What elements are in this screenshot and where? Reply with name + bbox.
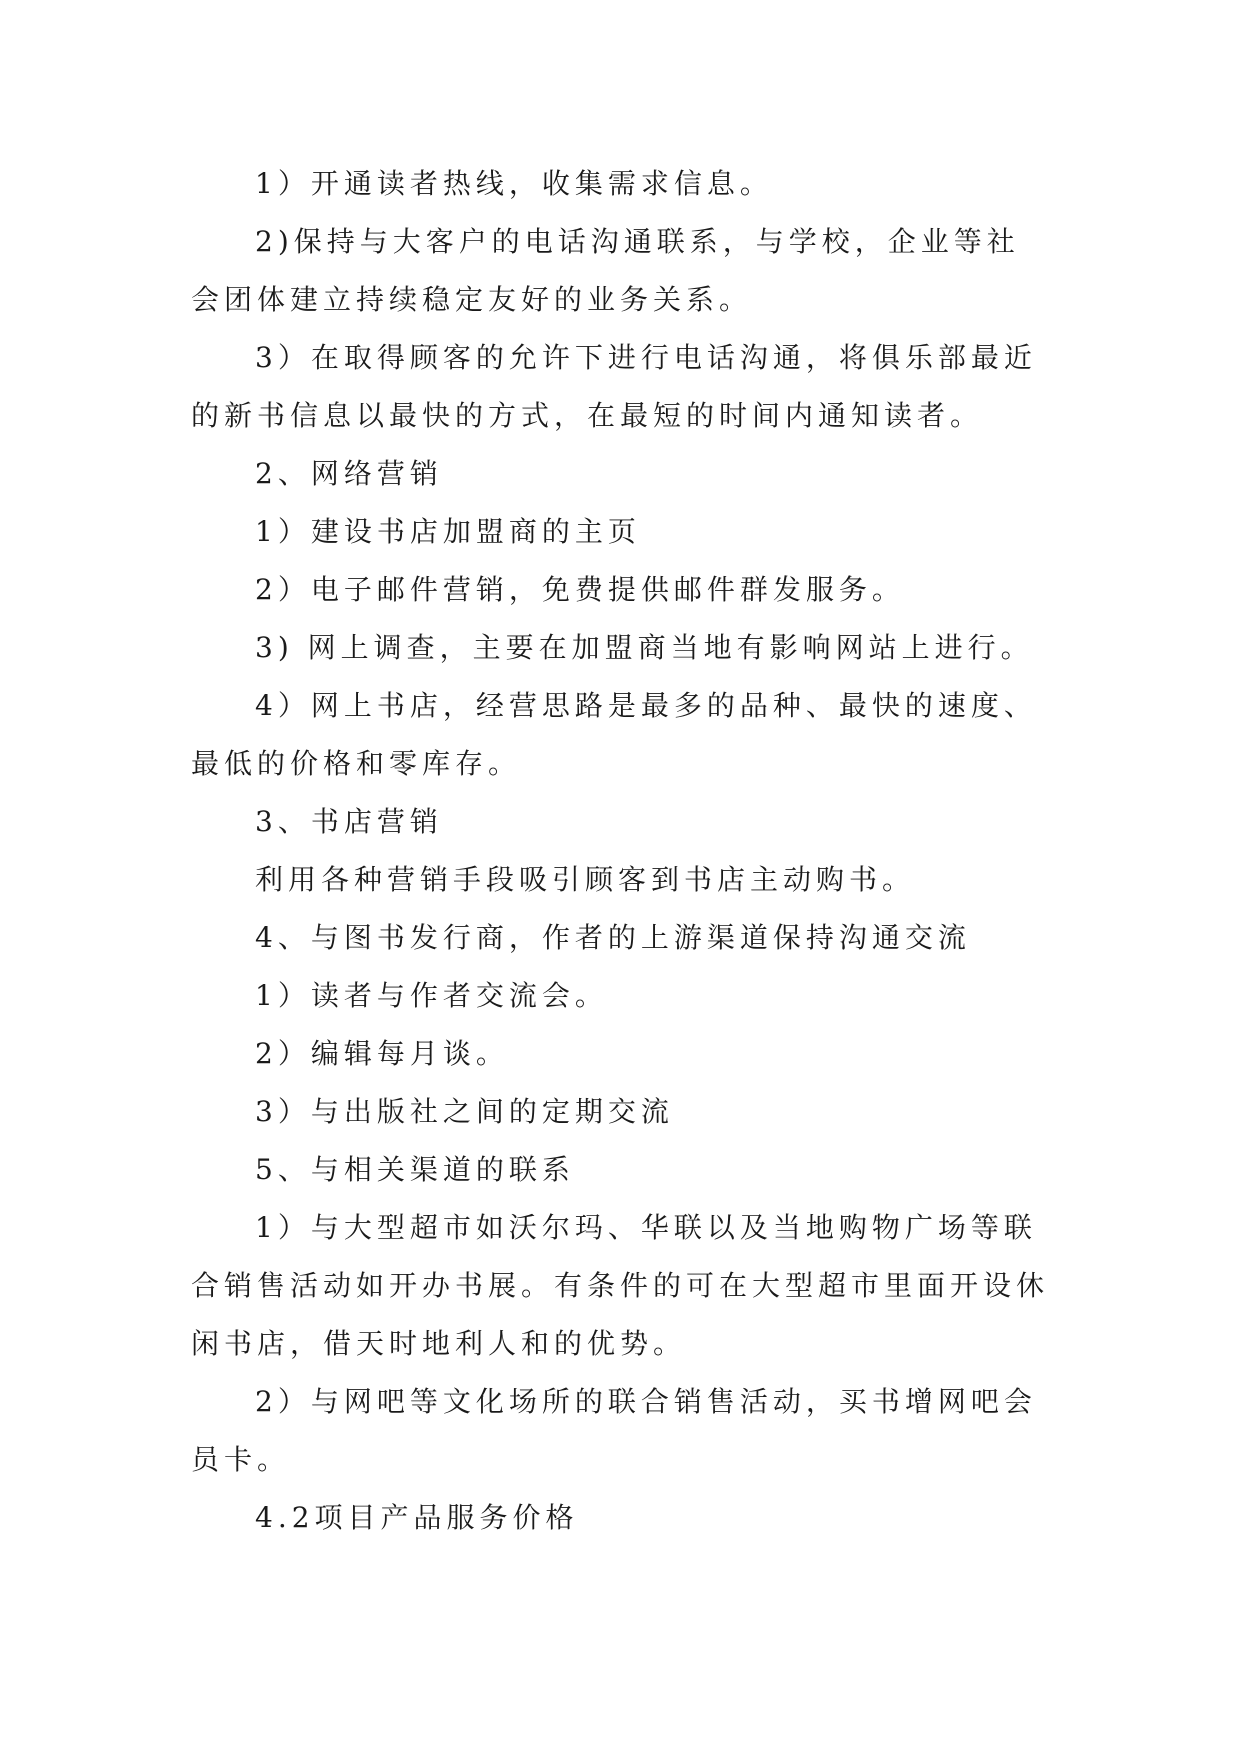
paragraph-5: 1）建设书店加盟商的主页: [255, 515, 641, 548]
paragraph-13: 2）编辑每月谈。: [255, 1037, 509, 1070]
section-heading-bookstore-marketing: 3、书店营销: [255, 805, 443, 838]
document-body: [191, 155, 1051, 1547]
section-heading-related-channels: 5、与相关渠道的联系: [255, 1153, 575, 1186]
paragraph-3: 3）在取得顾客的允许下进行电话沟通，将俱乐部最近的新书信息以最快的方式，在最短的时间内通知读者。: [191, 341, 1037, 432]
paragraph-7: 3) 网上调查，主要在加盟商当地有影响网站上进行。: [255, 631, 1034, 664]
paragraph-8: 4）网上书店，经营思路是最多的品种、最快的速度、最低的价格和零库存。: [191, 689, 1037, 780]
paragraph-1: 1）开通读者热线，收集需求信息。: [255, 167, 773, 200]
section-heading-upstream-channels: 4、与图书发行商，作者的上游渠道保持沟通交流: [255, 921, 971, 954]
section-heading-pricing: 4.2项目产品服务价格: [255, 1501, 579, 1534]
paragraph-12: 1）读者与作者交流会。: [255, 979, 608, 1012]
paragraph-14: 3）与出版社之间的定期交流: [255, 1095, 674, 1128]
paragraph-10: 利用各种营销手段吸引顾客到书店主动购书。: [255, 863, 916, 896]
paragraph-16: 1）与大型超市如沃尔玛、华联以及当地购物广场等联合销售活动如开办书展。有条件的可在大型超市里面开设休闲书店，借天时地利人和的优势。: [191, 1211, 1050, 1360]
paragraph-2: 2)保持与大客户的电话沟通联系，与学校，企业等社会团体建立持续稳定友好的业务关系。: [191, 225, 1020, 316]
section-heading-network-marketing: 2、网络营销: [255, 457, 443, 490]
paragraph-6: 2）电子邮件营销，免费提供邮件群发服务。: [255, 573, 905, 606]
paragraph-17: 2）与网吧等文化场所的联合销售活动，买书增网吧会员卡。: [191, 1385, 1037, 1476]
